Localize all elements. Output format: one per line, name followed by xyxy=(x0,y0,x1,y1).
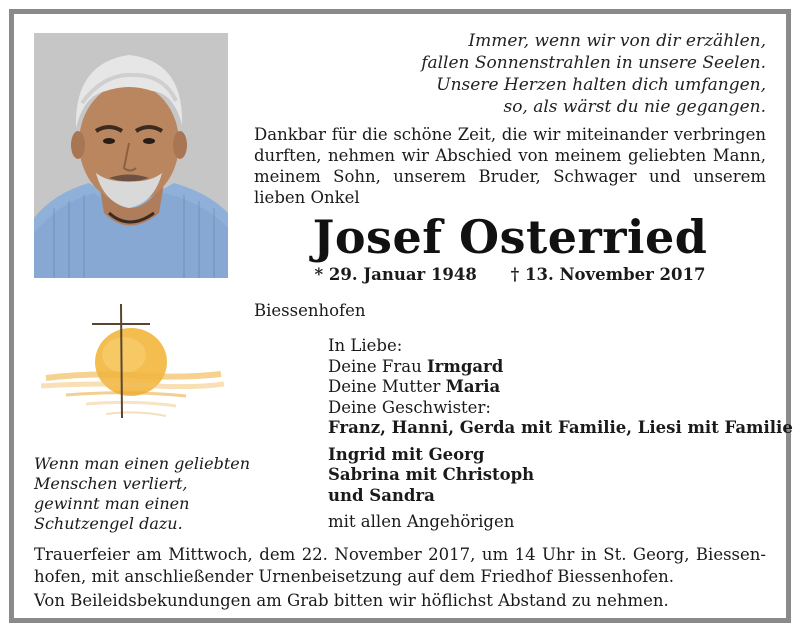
birth-date: * 29. Januar 1948 xyxy=(314,265,477,284)
mother-row xyxy=(328,377,772,398)
relatives-row: mit allen Angehörigen xyxy=(328,512,515,531)
intro-text: Dankbar für die schöne Zeit, die wir miteinander verbringen durften, nehmen wir Abschied von meinem geliebten Mann, meinem Sohn, unserem Bruder, Schwager und unserem lieben Onkel xyxy=(254,125,766,207)
poem xyxy=(346,30,766,118)
children-text-1: Ingrid mit Georg xyxy=(328,444,485,464)
cross-sun-illustration xyxy=(36,300,226,450)
poem-line: Immer, wenn wir von dir erzählen, xyxy=(468,31,766,51)
death-date: † 13. November 2017 xyxy=(510,265,706,284)
children-line-2 xyxy=(328,465,772,486)
deceased-name: Josef Osterried xyxy=(312,210,708,264)
funeral-service-info: Trauerfeier am Mittwoch, dem 22. November 2017, um 14 Uhr in St. Georg, Biessen-hofen, mit anschließender Urnenbeisetzung auf dem Friedhof Biessenhofen. xyxy=(34,545,766,586)
quote-line: Schutzengel dazu. xyxy=(34,514,183,533)
siblings-label: Deine Geschwister: xyxy=(328,397,491,417)
wife-prefix: Deine Frau xyxy=(328,356,427,376)
poem-line: so, als wärst du nie gegangen. xyxy=(503,97,766,117)
wife-name: Irmgard xyxy=(426,356,504,376)
quote-line: Wenn man einen geliebten xyxy=(34,454,251,473)
wife-row xyxy=(328,357,772,378)
in-love-label: In Liebe: xyxy=(328,336,403,355)
portrait-photo xyxy=(34,33,228,278)
siblings-text: Franz, Hanni, Gerda mit Familie, Liesi mit Familie xyxy=(328,418,793,437)
life-dates xyxy=(254,264,766,286)
children-line-3 xyxy=(328,486,772,507)
quote-line: Menschen verliert, xyxy=(34,474,188,493)
children-text-2: Sabrina mit Christoph xyxy=(328,465,535,484)
condolence-note: Von Beileidsbekundungen am Grab bitten wir höflichst Abstand zu nehmen. xyxy=(34,591,669,610)
cross-sun-artwork xyxy=(36,300,226,450)
children-line-1 xyxy=(328,445,772,466)
place-name: Biessenhofen xyxy=(254,301,366,320)
quote-line: gewinnt man einen xyxy=(34,494,190,513)
family-list xyxy=(328,336,793,533)
mother-prefix: Deine Mutter xyxy=(328,377,446,396)
portrait-illustration xyxy=(34,33,228,278)
comfort-quote xyxy=(34,454,264,534)
children-text-3: und Sandra xyxy=(328,485,435,505)
poem-line: fallen Sonnenstrahlen in unsere Seelen. xyxy=(421,53,766,73)
mother-name: Maria xyxy=(445,377,501,396)
siblings-names xyxy=(328,418,793,439)
poem-line: Unsere Herzen halten dich umfangen, xyxy=(436,75,766,95)
